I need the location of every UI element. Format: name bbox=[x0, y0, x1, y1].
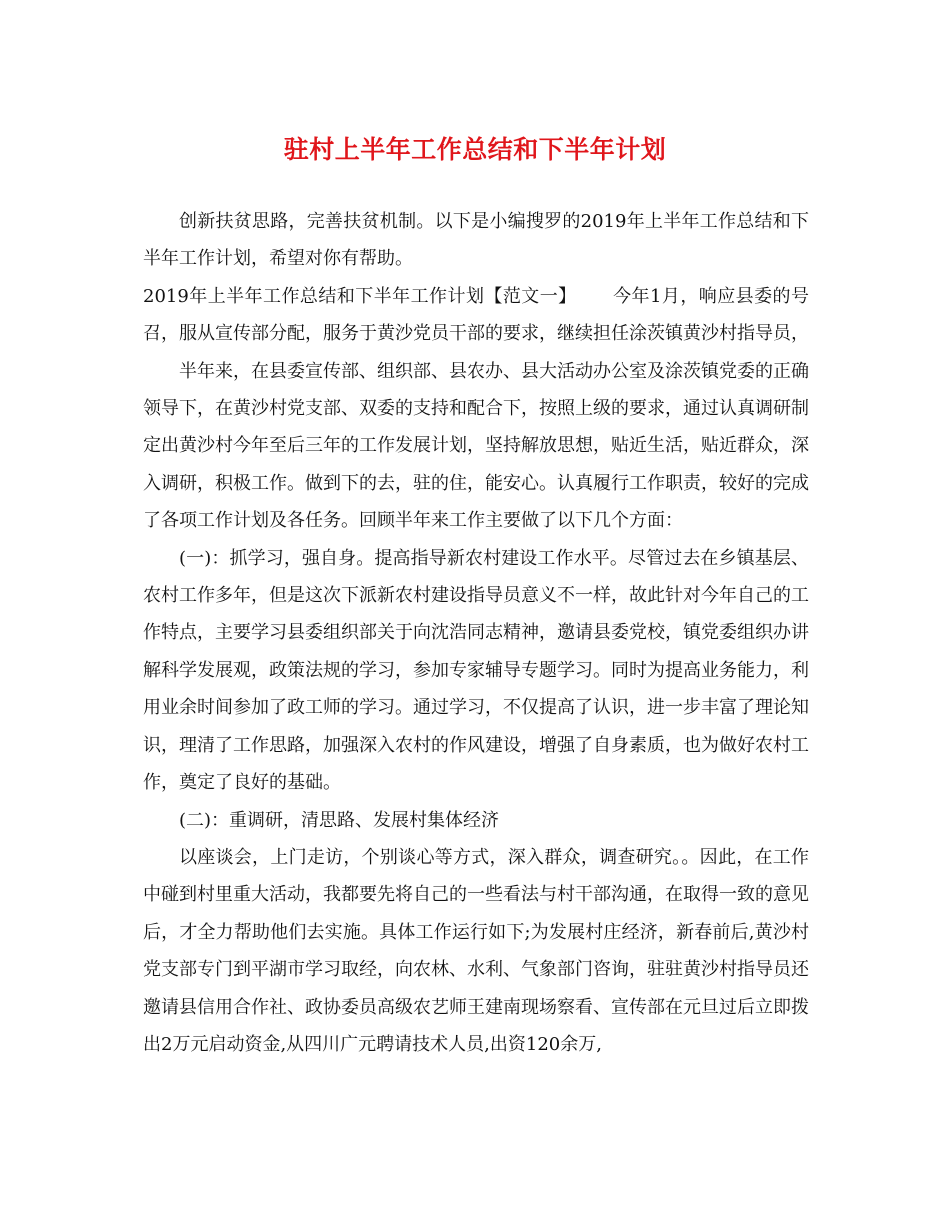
sample-paragraph bbox=[143, 278, 809, 353]
sample-opening: 今年1月，响应县委的号召，服从宣传部分配，服务于黄沙党员干部的要求，继续担任涂茨镇黄沙村指导员， bbox=[143, 285, 810, 345]
intro-paragraph: 创新扶贫思路，完善扶贫机制。以下是小编搜罗的2019年上半年工作总结和下半年工作计划，希望对你有帮助。 bbox=[143, 211, 809, 270]
document-body bbox=[143, 203, 809, 1063]
sample-heading: 2019年上半年工作总结和下半年工作计划【范文一】 bbox=[143, 285, 577, 307]
section-two-heading: (二)：重调研，清思路、发展村集体经济 bbox=[179, 809, 500, 831]
section-two-paragraph: 以座谈会，上门走访，个别谈心等方式，深入群众，调查研究。。因此，在工作中碰到村里重大活动，我都要先将自己的一些看法与村干部沟通，在取得一致的意见后，才全力帮助他们去实施。具体工作运行如下;为发展村庄经济，新春前后,黄沙村党支部专门到平湖市学习取经，向农林、水利、气象部门咨询，驻驻黄沙村指导员还邀请县信用合作社、政协委员高级农艺师王建南现场察看、宣传部在元旦过后立即拨出2万元启动资金,从四川广元聘请技术人员,出资120余万, bbox=[143, 846, 809, 1055]
half-year-paragraph: 半年来，在县委宣传部、组织部、县农办、县大活动办公室及涂茨镇党委的正确领导下，在黄沙村党支部、双委的支持和配合下，按照上级的要求，通过认真调研制定出黄沙村今年至后三年的工作发展计划，坚持解放思想，贴近生活，贴近群众，深入调研，积极工作。做到下的去，驻的住，能安心。认真履行工作职责，较好的完成了各项工作计划及各任务。回顾半年来工作主要做了以下几个方面： bbox=[143, 360, 809, 532]
document-title: 驻村上半年工作总结和下半年计划 bbox=[283, 135, 667, 164]
section-one-paragraph: (一)：抓学习，强自身。提高指导新农村建设工作水平。尽管过去在乡镇基层、农村工作多年，但是这次下派新农村建设指导员意义不一样，故此针对今年自己的工作特点，主要学习县委组织部关于向沈浩同志精神，邀请县委党校，镇党委组织办讲解科学发展观，政策法规的学习，参加专家辅导专题学习。同时为提高业务能力，利用业余时间参加了政工师的学习。通过学习，不仅提高了认识，进一步丰富了理论知识，理清了工作思路，加强深入农村的作风建设，增强了自身素质，也为做好农村工作，奠定了良好的基础。 bbox=[143, 547, 809, 794]
